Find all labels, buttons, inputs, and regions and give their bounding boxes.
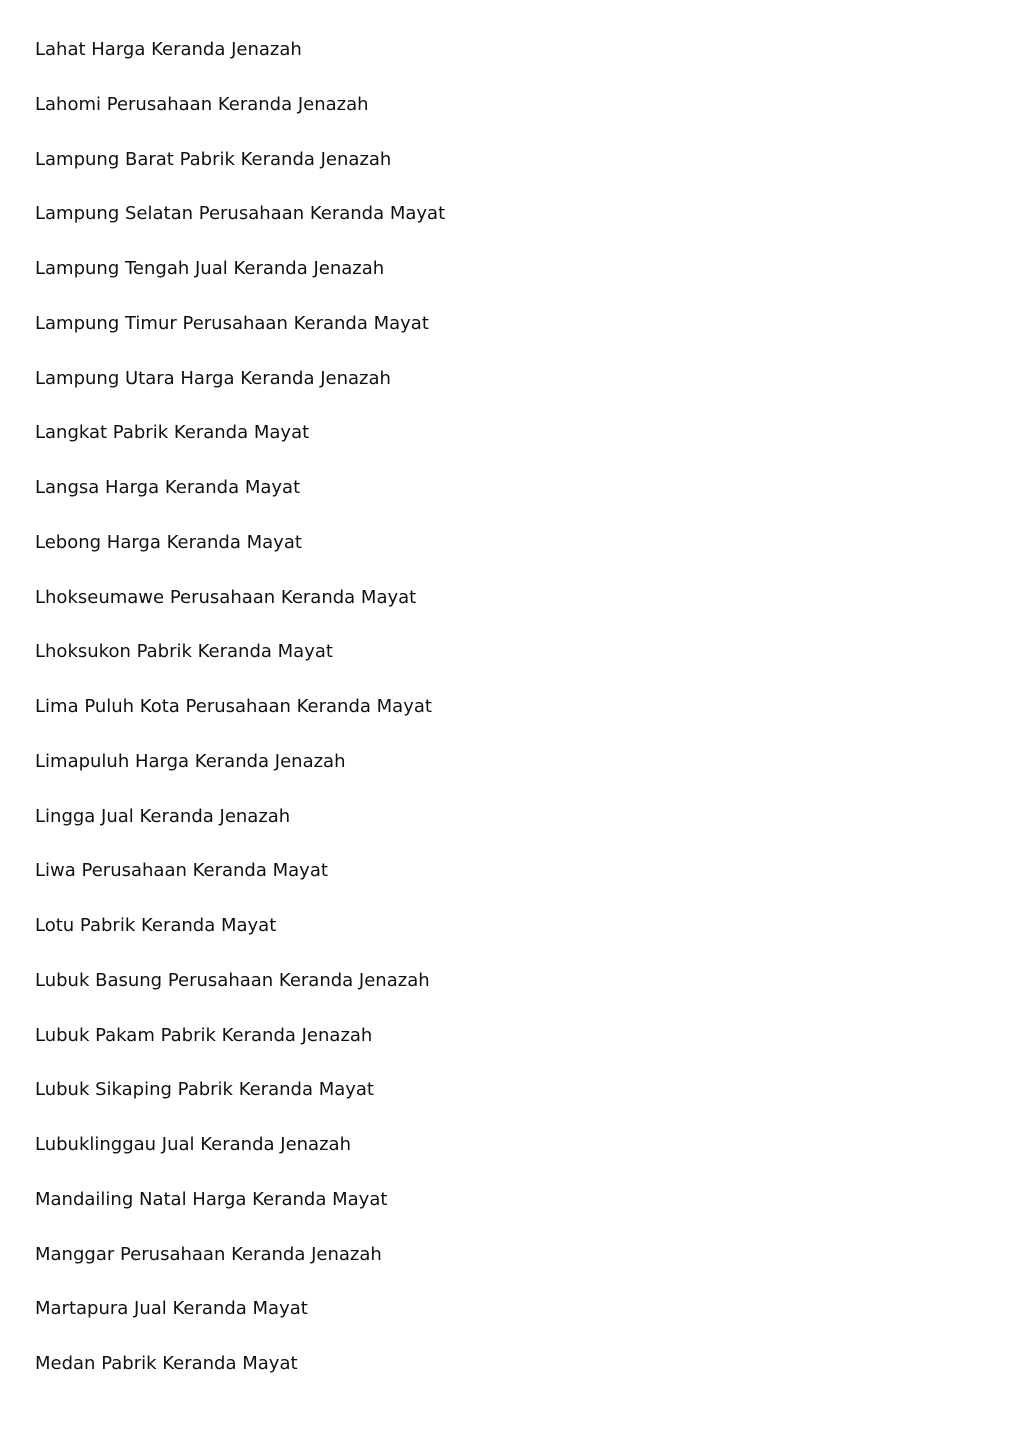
list-item: Lhokseumawe Perusahaan Keranda Mayat	[35, 586, 417, 608]
list-item: Lingga Jual Keranda Jenazah	[35, 805, 291, 827]
list-item: Langsa Harga Keranda Mayat	[35, 477, 301, 498]
list-item: Manggar Perusahaan Keranda Jenazah	[35, 1243, 382, 1265]
list-item: Lampung Barat Pabrik Keranda Jenazah	[35, 148, 392, 170]
list-item: Lubuk Sikaping Pabrik Keranda Mayat	[35, 1079, 374, 1101]
list-item: Lahomi Perusahaan Keranda Jenazah	[35, 93, 369, 115]
list-item: Langkat Pabrik Keranda Mayat	[35, 422, 310, 444]
list-item: Limapuluh Harga Keranda Jenazah	[35, 750, 346, 772]
list-item: Martapura Jual Keranda Mayat	[35, 1298, 308, 1320]
list-item: Lampung Selatan Perusahaan Keranda Mayat	[35, 203, 446, 225]
list-item: Liwa Perusahaan Keranda Mayat	[35, 860, 328, 882]
list-item: Lebong Harga Keranda Mayat	[35, 531, 302, 553]
list-item: Lhoksukon Pabrik Keranda Mayat	[35, 641, 333, 663]
list-item: Lahat Harga Keranda Jenazah	[35, 39, 302, 60]
list-item: Lima Puluh Kota Perusahaan Keranda Mayat	[35, 696, 432, 717]
list-item: Lubuk Basung Perusahaan Keranda Jenazah	[35, 969, 430, 991]
list-item: Lotu Pabrik Keranda Mayat	[35, 915, 277, 936]
list-item: Lampung Tengah Jual Keranda Jenazah	[35, 258, 385, 279]
list-item: Lubuklinggau Jual Keranda Jenazah	[35, 1134, 351, 1155]
list-item: Lampung Timur Perusahaan Keranda Mayat	[35, 312, 429, 334]
list-item: Mandailing Natal Harga Keranda Mayat	[35, 1188, 388, 1210]
list-item: Lampung Utara Harga Keranda Jenazah	[35, 367, 391, 389]
list-item: Medan Pabrik Keranda Mayat	[35, 1353, 298, 1374]
list-item: Lubuk Pakam Pabrik Keranda Jenazah	[35, 1024, 373, 1046]
document-body	[35, 36, 995, 1405]
